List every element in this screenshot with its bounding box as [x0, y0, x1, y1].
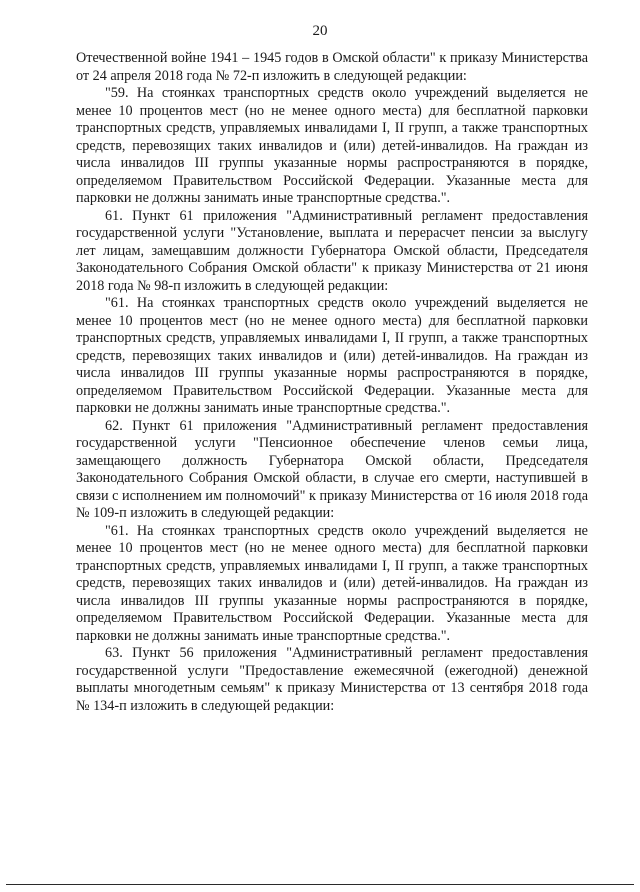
paragraph-quote-61-first: "61. На стоянках транспортных средств около учреждений выделяется не менее 10 процентов мест (но не менее одного места) для бесплатной парковки транспортных средств, управляемых инвалидами I, II групп, а также транспортных средств, перевозящих таких инвалидов и (или) детей-инвалидов. На граждан из числа инвалидов III группы указанные нормы распространяются в порядке, определяемом Правительством Российской Федерации. Указанные места для парковки не должны занимать иные транспортные средства.".	[76, 295, 588, 416]
paragraph-continuation: Отечественной войне 1941 – 1945 годов в Омской области" к приказу Министерства от 24 апреля 2018 года № 72-п изложить в следующей редакции:	[76, 50, 588, 84]
paragraph-item-63: 63. Пункт 56 приложения "Административный регламент предоставления государственной услуги "Предоставление ежемесячной (ежегодной) денежной выплаты многодетным семьям" к приказу Министерства от 13 сентября 2018 года № 134-п изложить в следующей редакции:	[76, 645, 588, 714]
document-body	[76, 50, 588, 715]
paragraph-item-61: 61. Пункт 61 приложения "Административный регламент предоставления государственной услуги "Установление, выплата и перерасчет пенсии за выслугу лет лицам, замещавшим должности Губернатора Омской области, Председателя Законодательного Собрания Омской области" к приказу Министерства от 21 июня 2018 года № 98-п изложить в следующей редакции:	[76, 207, 588, 294]
bottom-divider	[6, 884, 634, 885]
paragraph-quote-59: "59. На стоянках транспортных средств около учреждений выделяется не менее 10 процентов мест (но не менее одного места) для бесплатной парковки транспортных средств, управляемых инвалидами I, II групп, а также транспортных средств, перевозящих таких инвалидов и (или) детей-инвалидов. На граждан из числа инвалидов III группы указанные нормы распространяются в порядке, определяемом Правительством Российской Федерации. Указанные места для парковки не должны занимать иные транспортные средства.".	[76, 85, 588, 206]
paragraph-quote-61-second: "61. На стоянках транспортных средств около учреждений выделяется не менее 10 процентов мест (но не менее одного места) для бесплатной парковки транспортных средств, управляемых инвалидами I, II групп, а также транспортных средств, перевозящих таких инвалидов и (или) детей-инвалидов. На граждан из числа инвалидов III группы указанные нормы распространяются в порядке, определяемом Правительством Российской Федерации. Указанные места для парковки не должны занимать иные транспортные средства.".	[76, 522, 588, 644]
paragraph-item-62: 62. Пункт 61 приложения "Административный регламент предоставления государственной услуги "Пенсионное обеспечение членов семьи лица, замещающего должность Губернатора Омской области, Председателя Законодательного Собрания Омской области, в случае его смерти, наступившей в связи с исполнением им полномочий" к приказу Министерства от 16 июля 2018 года № 109-п изложить в следующей редакции:	[76, 417, 588, 521]
page-number: 20	[312, 23, 328, 39]
